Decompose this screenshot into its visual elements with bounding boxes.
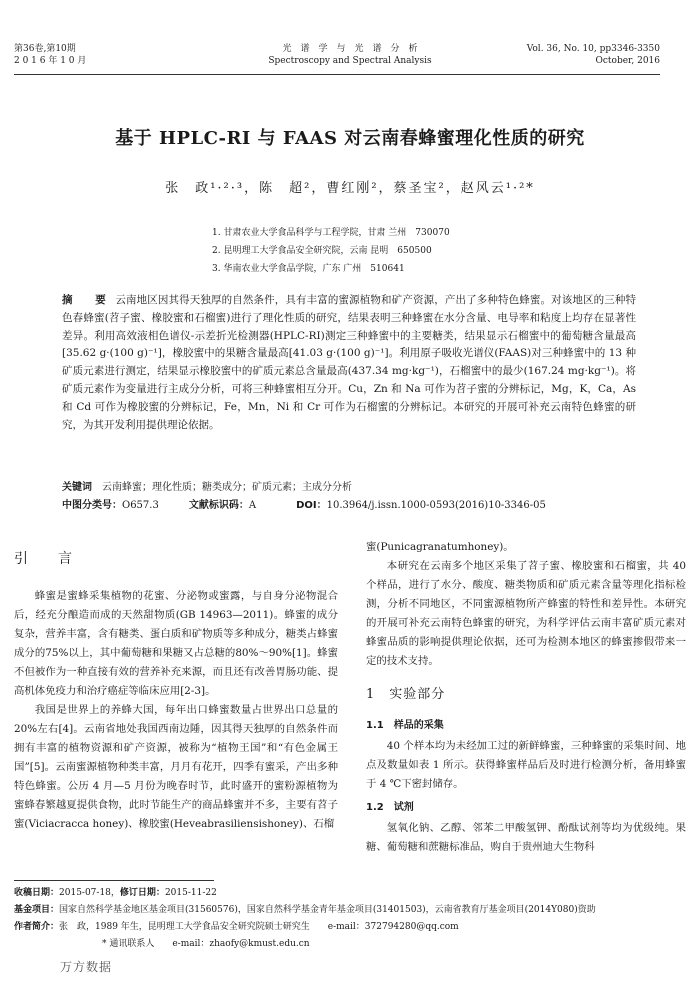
date-en: October, 2016 bbox=[595, 56, 660, 66]
received-date: 2015-07-18， bbox=[59, 888, 120, 898]
doc-code-value: A bbox=[248, 500, 257, 511]
clc-value: O657.3 bbox=[122, 500, 159, 511]
revised-date: 2015-11-22 bbox=[164, 888, 217, 898]
clc-label: 中图分类号： bbox=[62, 500, 122, 511]
affiliations bbox=[212, 224, 450, 278]
left-column bbox=[14, 538, 338, 834]
doc-code-label: 文献标识码： bbox=[188, 500, 249, 511]
fund-label: 基金项目： bbox=[14, 905, 60, 915]
bio-line bbox=[14, 919, 694, 936]
paragraph: 蜂蜜是蜜蜂采集植物的花蜜、分泌物或蜜露，与自身分泌物混合后，经充分酿造而成的天然甜物质(GB 14963—2011)。蜂蜜的成分复杂，营养丰富，含有糖类、蛋白质和矿物质等多种成分，糖类占蜂蜜成分的75%以上，其中葡萄糖和果糖又占总糖的80%～90%[1]。蜂蜜不但被作为一种直接有效的营养补充来源，而且还有改善胃肠功能、提高机体免疫力和治疗癌症等临床应用[2-3]。 bbox=[14, 590, 338, 697]
revised-label: 修订日期： bbox=[119, 888, 165, 898]
watermark: 万方数据 bbox=[60, 960, 113, 974]
footnotes bbox=[14, 885, 694, 953]
paragraph: 我国是世界上的养蜂大国，每年出口蜂蜜数量占世界出口总量的20%左右[4]。云南省地处我国西南边陲，因其得天独厚的自然条件而拥有丰富的植物资源和矿产资源，被称为“植物王国”和“有色金属王国”[5]。云南蜜源植物种类丰富，月月有花开，四季有蜜采，产出多种特色蜂蜜。公历 4 月—5 月份为晚春时节，此时盛开的蜜粉源植物为蜜蜂春繁越夏提供食物，此时节能生产的商品蜂蜜并不多，主要有苕子蜜(Viciacracca honey)、橡胶蜜(Heveabrasiliensishoney)、石榴 bbox=[14, 704, 338, 830]
keywords-text: 云南蜂蜜；理化性质；糖类成分；矿质元素；主成分分析 bbox=[102, 482, 352, 493]
header-rule bbox=[14, 74, 660, 75]
article-title: 基于 HPLC-RI 与 FAAS 对云南春蜂蜜理化性质的研究 bbox=[115, 128, 585, 149]
volume-issue-cn: 第36卷,第10期 bbox=[14, 44, 76, 54]
journal-title-en: Spectroscopy and Spectral Analysis bbox=[268, 56, 432, 66]
journal-title-cn: 光 谱 学 与 光 谱 分 析 bbox=[282, 44, 418, 54]
date-cn: 2 0 1 6 年 1 0 月 bbox=[14, 56, 87, 66]
section-title-introduction: 引 言 bbox=[14, 551, 80, 567]
subsection-title-reagents: 1.2 试剂 bbox=[366, 802, 414, 813]
affiliation-1: 1. 甘肃农业大学食品科学与工程学院，甘肃 兰州 730070 bbox=[212, 228, 450, 238]
footnote-rule bbox=[14, 880, 214, 881]
doi-label: DOI： bbox=[296, 500, 327, 511]
paragraph: 40 个样本均为未经加工过的新鲜蜂蜜，三种蜂蜜的采集时间、地点及数量如表 1 所示。获得蜂蜜样品后及时进行检测分析，备用蜂蜜于 4 ℃下密封储存。 bbox=[366, 740, 686, 790]
fund-line bbox=[14, 902, 694, 919]
received-label: 收稿日期： bbox=[14, 888, 60, 898]
author-list: 张 政¹·²·³，陈 超²，曹红刚²，蔡圣宝²，赵风云¹·²* bbox=[165, 181, 535, 196]
affiliation-3: 3. 华南农业大学食品学院，广东 广州 510641 bbox=[212, 264, 405, 274]
volume-pages-en: Vol. 36, No. 10, pp3346-3350 bbox=[526, 44, 660, 54]
classification-line bbox=[62, 497, 642, 515]
right-column bbox=[366, 538, 686, 857]
abstract bbox=[62, 292, 636, 434]
paragraph: 氢氧化钠、乙醇、邻苯二甲酸氢钾、酚酞试剂等均为优级纯。果糖、葡萄糖和蔗糖标准品，购自于贵州迪大生物科 bbox=[366, 822, 686, 853]
bio-label: 作者简介： bbox=[14, 922, 60, 932]
corresponding-line: * 通讯联系人 e-mail：zhaofy@kmust.edu.cn bbox=[102, 939, 310, 949]
dates-line bbox=[14, 885, 694, 902]
bio-text: 张 政，1989 年生，昆明理工大学食品安全研究院硕士研究生 e-mail：372794280@qq.com bbox=[59, 922, 459, 932]
keywords-label: 关键词 bbox=[62, 482, 92, 493]
header-right bbox=[527, 43, 660, 67]
fund-text: 国家自然科学基金地区基金项目(31560576)，国家自然科学基金青年基金项目(31401503)，云南省教育厅基金项目(2014Y080)资助 bbox=[59, 905, 596, 915]
subsection-title-sampling: 1.1 样品的采集 bbox=[366, 720, 444, 731]
abstract-label: 摘 要 bbox=[62, 294, 112, 306]
abstract-text: 云南地区因其得天独厚的自然条件，具有丰富的蜜源植物和矿产资源，产出了多种特色蜂蜜。对该地区的三种特色春蜂蜜(苕子蜜、橡胶蜜和石榴蜜)进行了理化性质的研究，结果表明三种蜂蜜在水分含量、电导率和粘度上均存在显著性差异。利用高效液相色谱仪-示差折光检测器(HPLC-RI)测定三种蜂蜜中的主要糖类，结果显示石榴蜜中的葡萄糖含量最高[35.62 g·(100 g)⁻¹]，橡胶蜜中的果糖含量最高[41.03 g·(100 g)⁻¹]。利用原子吸收光谱仪(FAAS)对三种蜂蜜中的 13 种矿质元素进行测定，结果显示橡胶蜜中的矿质元素总含量最高(437.34 mg·kg⁻¹)，石榴蜜中的最少(167.24 mg·kg⁻¹)。将矿质元素作为变量进行主成分分析，可将三种蜂蜜相互分开。Cu，Zn 和 Na 可作为苕子蜜的分辨标记，Mg，K，Ca，As 和 Cd 可作为橡胶蜜的分辨标记，Fe，Mn，Ni 和 Cr 可作为石榴蜜的分辨标记。本研究的开展可补充云南特色蜂蜜的研究，为其开发利用提供理论依据。 bbox=[62, 294, 637, 431]
paragraph: 本研究在云南多个地区采集了苕子蜜、橡胶蜜和石榴蜜，共 40 个样品，进行了水分、酸度、糖类物质和矿质元素含量等理化指标检测，分析不同地区，不同蜜源植物所产蜂蜜的特性和差异性。本研究的开展可补充云南特色蜂蜜的研究，为科学评估云南丰富矿质元素对蜂蜜品质的影响提供理论依据，还可为检测本地区的蜂蜜掺假带来一定的技术支持。 bbox=[366, 560, 686, 667]
paragraph-continuation: 蜜(Punicagranatumhoney)。 bbox=[366, 541, 514, 553]
keywords bbox=[62, 479, 642, 497]
affiliation-2: 2. 昆明理工大学食品安全研究院，云南 昆明 650500 bbox=[212, 246, 432, 256]
doi-value: 10.3964/j.issn.1000-0593(2016)10-3346-05 bbox=[326, 500, 546, 511]
section-title-experimental: 1 实验部分 bbox=[366, 687, 446, 702]
